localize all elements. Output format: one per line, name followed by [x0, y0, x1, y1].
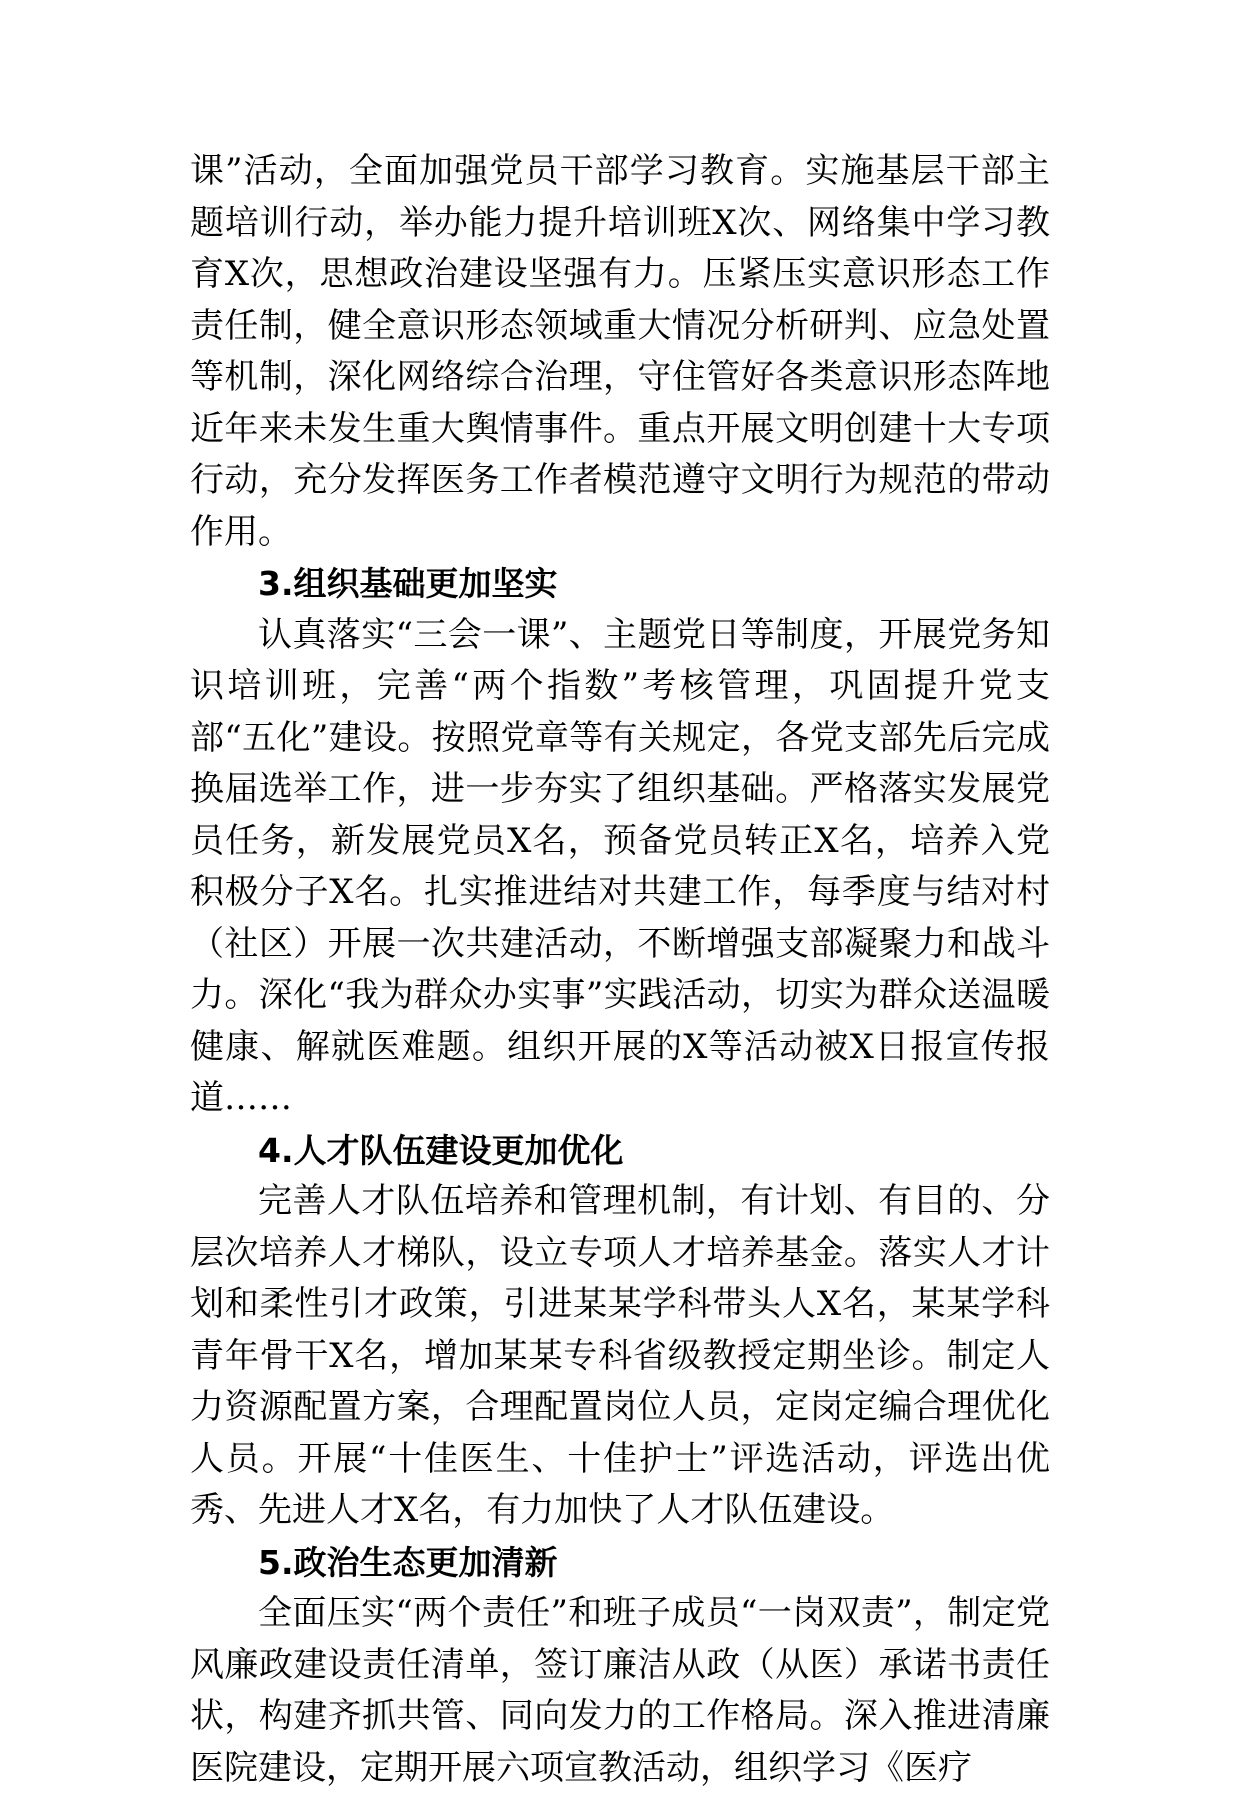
- paragraph-talent-team: 完善人才队伍培养和管理机制，有计划、有目的、分层次培养人才梯队，设立专项人才培养基金。落实人才计划和柔性引才政策，引进某某学科带头人X名，某某学科青年骨干X名，增加某某专科省级教授定期坐诊。制定人力资源配置方案，合理配置岗位人员，定岗定编合理优化人员。开展“十佳医生、十佳护士”评选活动，评选出优秀、先进人才X名，有力加快了人才队伍建设。: [190, 1181, 1050, 1530]
- heading-organization-foundation: 3.组织基础更加坚实: [258, 564, 558, 603]
- paragraph-political-ecology: 全面压实“两个责任”和班子成员“一岗双责”，制定党风廉政建设责任清单，签订廉洁从政（从医）承诺书责任状，构建齐抓共管、同向发力的工作格局。深入推进清廉医院建设，定期开展六项宣教活动，组织学习《医疗: [190, 1593, 1050, 1788]
- heading-political-ecology: 5.政治生态更加清新: [258, 1542, 558, 1582]
- document-body: [190, 146, 1050, 1794]
- paragraph-ideology-continuation: 课”活动，全面加强党员干部学习教育。实施基层干部主题培训行动，举办能力提升培训班X次、网络集中学习教育X次，思想政治建设坚强有力。压紧压实意识形态工作责任制，健全意识形态领域重大情况分析研判、应急处置等机制，深化网络综合治理，守住管好各类意识形态阵地近年来未发生重大舆情事件。重点开展文明创建十大专项行动，充分发挥医务工作者模范遵守文明行为规范的带动作用。: [190, 151, 1050, 552]
- paragraph-organization-foundation: 认真落实“三会一课”、主题党日等制度，开展党务知识培训班，完善“两个指数”考核管理，巩固提升党支部“五化”建设。按照党章等有关规定，各党支部先后完成换届选举工作，进一步夯实了组织基础。严格落实发展党员任务，新发展党员X名，预备党员转正X名，培养入党积极分子X名。扎实推进结对共建工作，每季度与结对村（社区）开展一次共建活动，不断增强支部凝聚力和战斗力。深化“我为群众办实事”实践活动，切实为群众送温暖健康、解就医难题。组织开展的X等活动被X日报宣传报道……: [190, 614, 1050, 1118]
- heading-talent-team: 4.人才队伍建设更加优化: [258, 1130, 624, 1170]
